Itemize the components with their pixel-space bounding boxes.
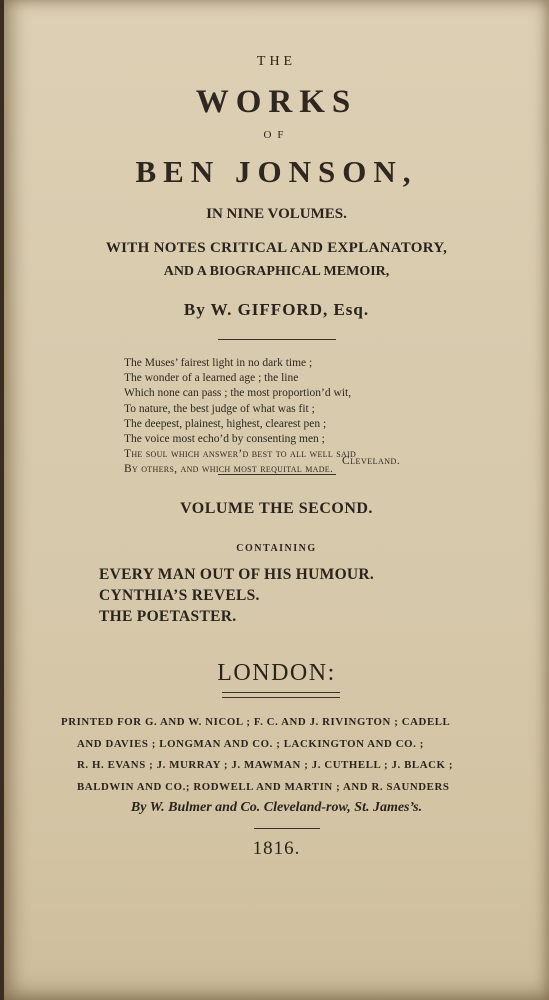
play-title: THE POETASTER. (99, 608, 237, 625)
printer-line: By W. Bulmer and Co. Cleveland-row, St. James’s. (130, 800, 423, 815)
title-of: OF (263, 129, 290, 141)
printers-list (4, 712, 549, 798)
title-the: THE (256, 54, 297, 69)
printers-line: PRINTED FOR G. AND W. NICOL ; F. C. AND J. RIVINGTON ; CADELL (61, 716, 451, 728)
title-page (4, 0, 549, 1000)
epigraph-line: The voice most echo’d by consenting men ; (124, 433, 325, 446)
divider-rule (218, 474, 336, 475)
editor-line: By W. GIFFORD, Esq. (183, 300, 370, 319)
author-name: BEN JONSON, (135, 154, 418, 189)
notes-line: WITH NOTES CRITICAL AND EXPLANATORY, (105, 240, 448, 256)
printers-line: R. H. EVANS ; J. MURRAY ; J. MAWMAN ; J. CUTHELL ; J. BLACK ; (77, 759, 454, 771)
containing-label: CONTAINING (236, 543, 317, 554)
publication-year: 1816. (252, 838, 301, 859)
printers-line: BALDWIN AND CO.; RODWELL AND MARTIN ; AND R. SAUNDERS (77, 780, 450, 793)
epigraph-line: The deepest, plainest, highest, clearest pen ; (124, 417, 327, 430)
double-rule-top (222, 692, 340, 693)
epigraph-line: The wonder of a learned age ; the line (124, 372, 299, 385)
divider-rule (254, 828, 320, 829)
volume-label: VOLUME THE SECOND. (180, 500, 373, 517)
plays-list (99, 564, 374, 627)
epigraph-attribution: Cleveland. (342, 455, 401, 467)
printers-line: AND DAVIES ; LONGMAN AND CO. ; LACKINGTON AND CO. ; (77, 737, 424, 750)
epigraph (124, 356, 356, 478)
epigraph-line: By others, and which most requital made. (124, 463, 334, 476)
play-title: CYNTHIA’S REVELS. (99, 587, 260, 604)
play-title: EVERY MAN OUT OF HIS HUMOUR. (99, 566, 375, 583)
memoir-line: AND A BIOGRAPHICAL MEMOIR, (163, 264, 390, 279)
epigraph-line: The Muses’ fairest light in no dark time ; (124, 357, 313, 369)
double-rule-bottom (222, 697, 340, 698)
epigraph-line: Which none can pass ; the most proportion’d wit, (124, 387, 352, 400)
divider-rule (218, 339, 336, 340)
epigraph-line: To nature, the best judge of what was fit ; (124, 402, 315, 415)
volume-count: IN NINE VOLUMES. (206, 206, 347, 222)
epigraph-line: The soul which answer’d best to all well said (124, 448, 357, 461)
title-works: WORKS (195, 84, 358, 120)
imprint-city: LONDON: (217, 660, 336, 686)
